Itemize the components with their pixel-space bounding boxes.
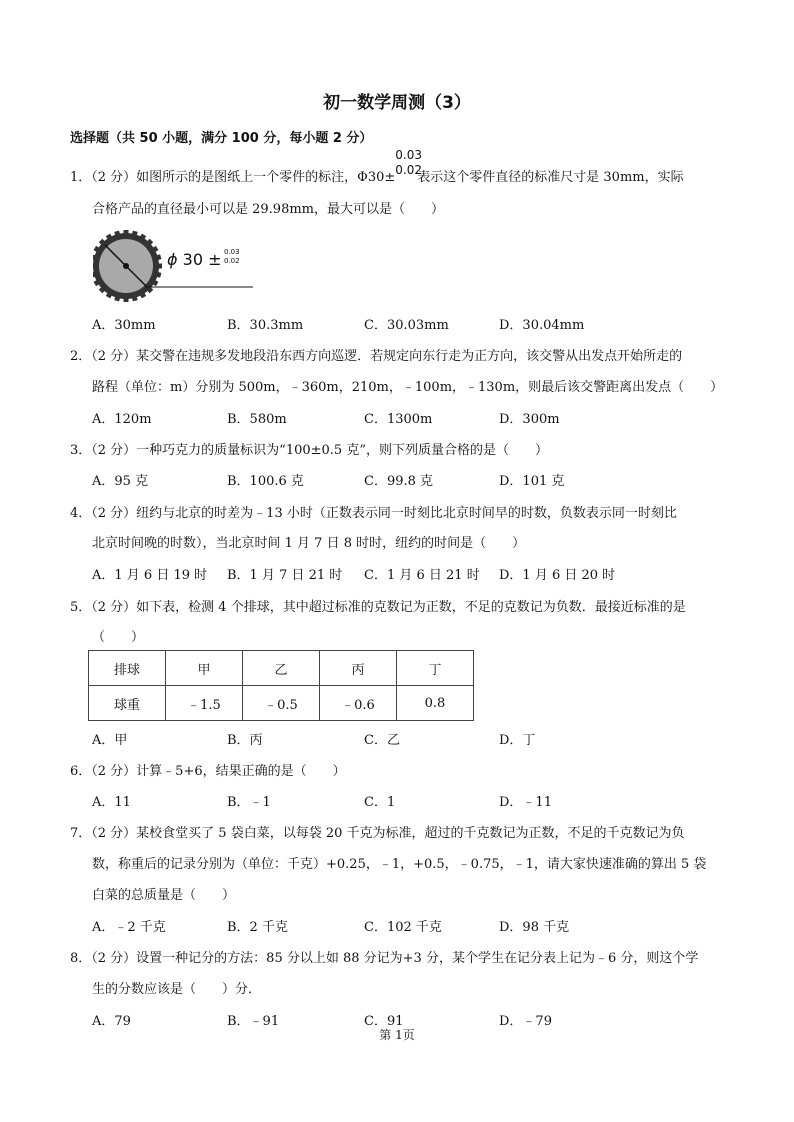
- question-8-line-2: 生的分数应该是（ ）分．: [92, 982, 262, 997]
- question-1-option-c[interactable]: C．30.03mm: [364, 318, 449, 333]
- page-number: 第 1页: [379, 1028, 415, 1042]
- question-8-option-c[interactable]: C．91: [364, 1014, 404, 1029]
- question-4-line-2: 北京时间晚的时数），当北京时间 1 月 7 日 8 时时，纽约的时间是（ ）: [92, 536, 526, 551]
- question-7-line-3: 白菜的总质量是（ ）: [92, 888, 236, 903]
- table-cell: ﹣0.5: [243, 686, 320, 721]
- question-4-option-a[interactable]: A．1 月 6 日 19 时: [92, 568, 208, 583]
- table-cell: 丙: [320, 651, 397, 686]
- question-7-line-1: 7．（2 分）某校食堂买了 5 袋白菜，以每袋 20 千克为标准，超过的千克数记为正数，不足的千克数记为负: [70, 826, 685, 841]
- question-1-option-d[interactable]: D．30.04mm: [499, 318, 585, 333]
- diameter-nominal: 30 ±: [182, 250, 222, 269]
- question-3-option-d[interactable]: D．101 克: [499, 474, 565, 489]
- question-1-line-1: [70, 148, 684, 185]
- tolerance-lower: 0.02: [395, 163, 422, 177]
- question-5-option-b[interactable]: B．丙: [227, 733, 263, 748]
- question-7-option-c[interactable]: C．102 千克: [364, 920, 442, 935]
- question-6-option-d[interactable]: D．﹣11: [499, 795, 552, 810]
- table-cell: 甲: [166, 651, 243, 686]
- volleyball-table: [88, 650, 474, 721]
- question-5-line-2: （ ）: [92, 630, 145, 645]
- question-3-option-c[interactable]: C．99.8 克: [364, 474, 434, 489]
- question-6-option-b[interactable]: B．﹣1: [227, 795, 271, 810]
- question-5-option-d[interactable]: D．丁: [499, 733, 536, 748]
- question-7-option-a[interactable]: A．﹣2 千克: [92, 920, 166, 935]
- question-7-option-b[interactable]: B．2 千克: [227, 920, 288, 935]
- diameter-symbol: ϕ: [167, 250, 178, 269]
- question-7-line-2: 数，称重后的记录分别为（单位：千克）+0.25，﹣1，+0.5，﹣0.75，﹣1，请大家快速准确的算出 5 袋: [92, 857, 707, 872]
- question-7-option-d[interactable]: D．98 千克: [499, 920, 570, 935]
- question-8-option-a[interactable]: A．79: [92, 1014, 131, 1029]
- table-row: [89, 651, 474, 686]
- question-8-option-b[interactable]: B．﹣91: [227, 1014, 280, 1029]
- table-cell: 乙: [243, 651, 320, 686]
- question-1-prefix: 1．（2 分）如图所示的是图纸上一个零件的标注，Φ30±: [70, 170, 396, 185]
- table-cell: 丁: [397, 651, 474, 686]
- question-2-option-d[interactable]: D．300m: [499, 412, 560, 427]
- question-4-option-c[interactable]: C．1 月 6 日 21 时: [364, 568, 480, 583]
- question-5-option-c[interactable]: C．乙: [364, 733, 400, 748]
- diameter-tolerance: [224, 248, 240, 266]
- gear-figure: [93, 230, 253, 302]
- table-cell: 球重: [89, 686, 166, 721]
- question-8-option-d[interactable]: D．﹣79: [499, 1014, 552, 1029]
- question-2-line-1: 2．（2 分）某交警在违规多发地段沿东西方向巡逻．若规定向东行走为正方向，该交警从出发点开始所走的: [70, 349, 683, 364]
- tolerance-fraction: [395, 148, 422, 181]
- table-cell: ﹣0.6: [320, 686, 397, 721]
- question-8-line-1: 8．（2 分）设置一种记分的方法：85 分以上如 88 分记为+3 分，某个学生在记分表上记为﹣6 分，则这个学: [70, 951, 699, 966]
- question-5-option-a[interactable]: A．甲: [92, 733, 128, 748]
- tolerance-upper: 0.03: [395, 148, 422, 162]
- question-6-option-c[interactable]: C．1: [364, 795, 396, 810]
- section-heading: 选择题（共 50 小题，满分 100 分，每小题 2 分）: [70, 131, 373, 146]
- question-1-option-b[interactable]: B．30.3mm: [227, 318, 304, 333]
- diameter-tolerance-upper: 0.03: [224, 248, 240, 256]
- question-4-option-d[interactable]: D．1 月 6 日 20 时: [499, 568, 616, 583]
- question-1-suffix: 表示这个零件直径的标准尺寸是 30mm，实际: [417, 170, 684, 185]
- question-4-line-1: 4．（2 分）纽约与北京的时差为﹣13 小时（正数表示同一时刻比北京时间早的时数，负数表示同一时刻比: [70, 506, 677, 521]
- question-6-option-a[interactable]: A．11: [92, 795, 131, 810]
- table-cell: ﹣1.5: [166, 686, 243, 721]
- table-cell: 排球: [89, 651, 166, 686]
- question-6-line-1: 6．（2 分）计算﹣5+6，结果正确的是（ ）: [70, 764, 346, 779]
- question-4-option-b[interactable]: B．1 月 7 日 21 时: [227, 568, 343, 583]
- table-cell: 0.8: [397, 686, 474, 721]
- table-row: [89, 686, 474, 721]
- page-title: 初一数学周测（3）: [323, 93, 471, 113]
- question-5-line-1: 5．（2 分）如下表，检测 4 个排球，其中超过标准的克数记为正数，不足的克数记为负数．最接近标准的是: [70, 600, 686, 615]
- question-3-option-a[interactable]: A．95 克: [92, 474, 149, 489]
- question-2-option-c[interactable]: C．1300m: [364, 412, 433, 427]
- diameter-tolerance-lower: 0.02: [224, 257, 240, 265]
- question-3-option-b[interactable]: B．100.6 克: [227, 474, 304, 489]
- question-2-option-b[interactable]: B．580m: [227, 412, 287, 427]
- question-2-line-2: 路程（单位：m）分别为 500m，﹣360m，210m，﹣100m，﹣130m，则最后该交警距离出发点（ ）: [92, 380, 724, 395]
- question-3-line-1: 3．（2 分）一种巧克力的质量标识为“100±0.5 克”，则下列质量合格的是（ ）: [70, 443, 548, 458]
- question-1-line-2: 合格产品的直径最小可以是 29.98mm，最大可以是（ ）: [92, 202, 445, 217]
- diameter-label: [167, 248, 240, 269]
- question-2-option-a[interactable]: A．120m: [92, 412, 152, 427]
- question-1-option-a[interactable]: A．30mm: [92, 318, 156, 333]
